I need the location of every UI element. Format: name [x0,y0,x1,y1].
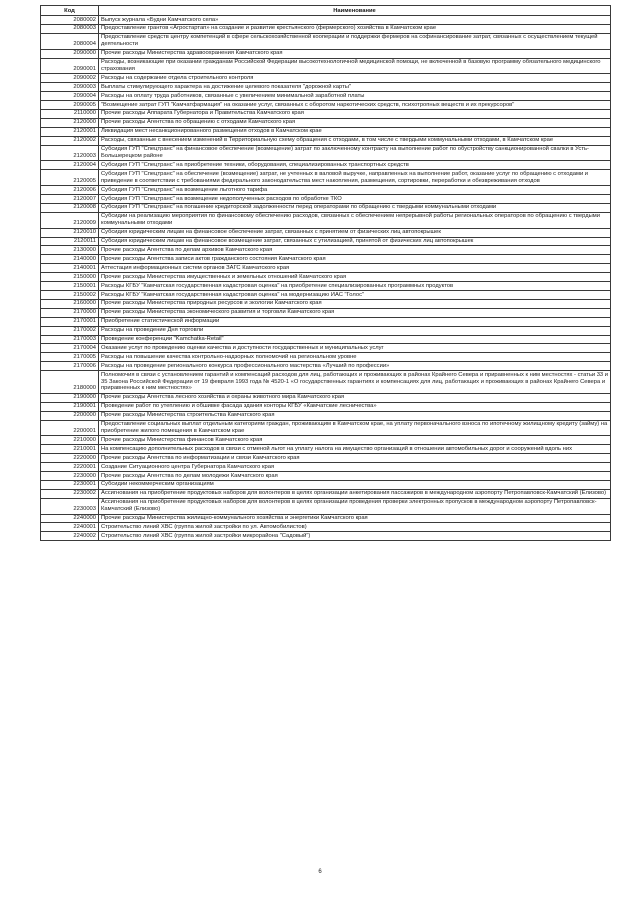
row-name: Прочие расходы Агентства по делам архивов Камчатского края [99,246,611,255]
row-name: Предоставление средств центру компетенций в сфере сельскохозяйственной кооперации и поддержки фермеров на софинансирование затрат, связанных с осуществлением текущей деятельности [99,33,611,49]
table-row [41,454,611,463]
table-row [41,127,611,136]
row-name: "Возмещение затрат ГУП "Камчатфармация" на оказание услуг, связанных с оборотом наркотических средств, психотропных веществ и их прекурсоров" [99,101,611,110]
row-code: 2150000 [41,273,99,282]
row-name: Прочие расходы Агентства записи актов гражданского состояния Камчатского края [99,255,611,264]
row-name: Прочие расходы Агентства по делам молодежи Камчатского края [99,472,611,481]
table-row [41,212,611,228]
row-name: Прочие расходы Аппарата Губернатора и Правительства Камчатского края [99,109,611,118]
row-name: Субсидия ГУП "Спецтранс" на погашение кредиторской задолженности перед операторами по обращению с твердыми коммунальными отходами [99,203,611,212]
row-code: 2210000 [41,436,99,445]
table-row [41,195,611,204]
row-name: Аттестация информационных систем органов ЗАГС Камчатского края [99,264,611,273]
name-column-header: Наименование [99,6,611,16]
row-name: Субсидия ГУП "Спецтранс" на приобретение техники, оборудования, специализированных транспортных средств [99,161,611,170]
row-name: Создание Ситуационного центра Губернатора Камчатского края [99,463,611,472]
table-row [41,353,611,362]
row-name: Субсидия ГУП "Спецтранс" на финансовое обеспечение (возмещение) затрат по заключенному контракту на выполнение работ по обустройству санкционированной свалки в Усть-Большерецком районе [99,145,611,161]
table-row [41,308,611,317]
row-code: 2120001 [41,127,99,136]
table-row [41,291,611,300]
table-row [41,532,611,541]
table-row [41,109,611,118]
table-row [41,83,611,92]
table-row [41,49,611,58]
row-name: Прочие расходы Министерства финансов Камчатского края [99,436,611,445]
table-row [41,514,611,523]
row-code: 2170006 [41,362,99,371]
table-row [41,186,611,195]
row-name: Субсидия юридическим лицам на финансовое возмещение затрат, связанных с утилизацией, принятой от физических лиц автопокрышек [99,237,611,246]
row-code: 2230000 [41,472,99,481]
table-row [41,344,611,353]
row-code: 2110000 [41,109,99,118]
row-code: 2140000 [41,255,99,264]
table-row [41,237,611,246]
row-name: Проведение конференции "Kamchatka-Retail" [99,335,611,344]
row-code: 2130000 [41,246,99,255]
table-row [41,118,611,127]
row-name: Расходы КГБУ "Камчатская государственная кадастровая оценка" на модернизацию ИАС "Голос" [99,291,611,300]
row-name: Приобретение статистической информации [99,317,611,326]
row-code: 2120008 [41,203,99,212]
row-code: 2220000 [41,454,99,463]
table-row [41,246,611,255]
row-code: 2120010 [41,228,99,237]
row-name: Строительство линий ХВС (группа жилой застройки по ул. Автомобилистов) [99,523,611,532]
row-code: 2160000 [41,299,99,308]
row-code: 2180000 [41,371,99,394]
row-name: Расходы на проведение регионального конкурса профессионального мастерства «Лучший по профессии» [99,362,611,371]
row-name: Прочие расходы Агентства по обращению с отходами Камчатского края [99,118,611,127]
table-row [41,393,611,402]
table-row [41,362,611,371]
row-code: 2080004 [41,33,99,49]
row-code: 2230001 [41,480,99,489]
table-row [41,33,611,49]
row-code: 2090002 [41,74,99,83]
table-row [41,273,611,282]
document-page [40,5,610,541]
row-name: Субсидия ГУП "Спецтранс" на обеспечение (возмещение) затрат, не учтенных в валовой выручке, направленных на выполнение работ, оказание услуг по обращению с отходами и приведение в соответствии с требованиями федерального законодательства мест накопления, размещения, сортировки, переработки и обезвреживания отходов [99,170,611,186]
code-column-header: Код [41,6,99,16]
row-name: Ассигнования на приобретение продуктовых наборов для волонтеров в целях организации анкетирования пассажиров в международном аэропорту Петропавловск-Камчатский (Елизово) [99,489,611,498]
table-row [41,463,611,472]
table-row [41,445,611,454]
row-code: 2090004 [41,92,99,101]
row-name: Субсидии на реализацию мероприятия по финансовому обеспечению расходов, связанных с обеспечением непрерывной работы региональных операторов по обращению с твердыми коммунальными отходами [99,212,611,228]
row-code: 2150001 [41,282,99,291]
row-code: 2190001 [41,402,99,411]
table-row [41,136,611,145]
row-code: 2170003 [41,335,99,344]
row-name: Расходы на оплату труда работников, связанные с увеличением минимальной заработной платы [99,92,611,101]
row-code: 2090005 [41,101,99,110]
table-row [41,498,611,514]
row-code: 2120011 [41,237,99,246]
row-code: 2170001 [41,317,99,326]
row-name: Расходы, связанные с внесением изменений в Территориальную схему обращения с отходами, в том числе с твердыми коммунальными отходами, в Камчатском крае [99,136,611,145]
row-name: Выплаты стимулирующего характера на достижение целевого показателя "дорожной карты" [99,83,611,92]
row-name: Расходы, возникающие при оказании гражданам Российской Федерации высокотехнологичной медицинской помощи, не включенной в базовую программу обязательного медицинского страхования [99,58,611,74]
row-name: Расходы на содержание отдела строительного контроля [99,74,611,83]
row-code: 2210001 [41,445,99,454]
row-code: 2240000 [41,514,99,523]
row-code: 2240002 [41,532,99,541]
row-name: Расходы КГБУ "Камчатская государственная кадастровая оценка" на приобретение специализированных программных продуктов [99,282,611,291]
row-code: 2170004 [41,344,99,353]
budget-code-table [40,5,611,541]
row-name: Прочие расходы Министерства здравоохранения Камчатского края [99,49,611,58]
table-row [41,436,611,445]
row-code: 2230003 [41,498,99,514]
row-name: Прочие расходы Министерства строительства Камчатского края [99,411,611,420]
row-name: Проведение работ по утеплению и обшивке фасада здания конторы КГБУ «Камчатские лесничества» [99,402,611,411]
row-code: 2170005 [41,353,99,362]
table-row [41,92,611,101]
table-header-row [41,6,611,16]
table-row [41,371,611,394]
table-row [41,402,611,411]
row-code: 2120009 [41,212,99,228]
row-name: Предоставление грантов «Агростартап» на создание и развитие крестьянского (фермерского) хозяйства в Камчатском крае [99,24,611,33]
row-name: Субсидии некоммерческим организациям [99,480,611,489]
row-name: Прочие расходы Министерства экономического развития и торговли Камчатского края [99,308,611,317]
row-name: Прочие расходы Агентства лесного хозяйства и охраны животного мира Камчатского края [99,393,611,402]
table-row [41,58,611,74]
row-name: На компенсацию дополнительных расходов в связи с отменой льгот на уплату налога на имущество организаций в отношении автомобильных дорог и сооружений вдоль них [99,445,611,454]
table-row [41,101,611,110]
table-row [41,472,611,481]
row-name: Прочие расходы Министерства природных ресурсов и экологии Камчатского края [99,299,611,308]
table-row [41,299,611,308]
table-body [41,16,611,541]
row-name: Предоставление социальных выплат отдельным категориям граждан, проживающим в Камчатском крае, на уплату первоначального взноса по ипотечному жилищному кредиту (займу) на приобретение жилого помещения в Камчатском крае [99,420,611,436]
table-row [41,24,611,33]
row-name: Субсидия ГУП "Спецтранс" на возмещение недополученных расходов по обработке ТКО [99,195,611,204]
table-row [41,170,611,186]
table-row [41,523,611,532]
row-code: 2170000 [41,308,99,317]
row-code: 2120003 [41,145,99,161]
table-row [41,74,611,83]
table-row [41,228,611,237]
row-code: 2120002 [41,136,99,145]
row-code: 2080003 [41,24,99,33]
row-name: Прочие расходы Министерства жилищно-коммунального хозяйства и энергетики Камчатского края [99,514,611,523]
table-row [41,420,611,436]
row-code: 2120005 [41,170,99,186]
row-name: Полномочия в связи с установлением гарантий и компенсаций расходов для лиц, работающих и проживающих в районах Крайнего Севера и приравненных к ним местностях - статьи 33 и 35 Закона Российской Федерации от 19 февраля 1993 года № 4520-1 «О государственных гарантиях и компенсациях для лиц, работающих и проживающих в районах Крайнего Севера и приравненных к ним местностях» [99,371,611,394]
table-row [41,255,611,264]
row-name: Расходы на проведение Дня торговли [99,326,611,335]
row-code: 2120000 [41,118,99,127]
table-row [41,489,611,498]
row-name: Прочие расходы Министерства имущественных и земельных отношений Камчатского края [99,273,611,282]
row-name: Субсидия ГУП "Спецтранс" на возмещение льготного тарифа [99,186,611,195]
row-code: 2120007 [41,195,99,204]
table-row [41,264,611,273]
row-code: 2080002 [41,16,99,25]
table-row [41,411,611,420]
row-name: Расходы на повышение качества контрольно-надзорных полномочий на региональном уровне [99,353,611,362]
row-name: Субсидия юридическим лицам на финансовое обеспечение затрат, связанных с принятием от физических лиц автопокрышек [99,228,611,237]
page-number: 6 [318,869,322,875]
table-row [41,326,611,335]
row-name: Выпуск журнала «Будни Камчатского села» [99,16,611,25]
table-row [41,282,611,291]
row-code: 2230002 [41,489,99,498]
table-row [41,16,611,25]
row-code: 2200000 [41,411,99,420]
row-code: 2090001 [41,58,99,74]
row-code: 2220001 [41,463,99,472]
row-name: Ассигнования на приобретение продуктовых наборов для волонтеров в целях организации проведения проверки электронных пропусков в международном аэропорту Петропавловск-Камчатский (Елизово) [99,498,611,514]
row-code: 2190000 [41,393,99,402]
row-code: 2240001 [41,523,99,532]
row-name: Прочие расходы Агентства по информатизации и связи Камчатского края [99,454,611,463]
row-code: 2170002 [41,326,99,335]
table-row [41,145,611,161]
row-code: 2200001 [41,420,99,436]
table-row [41,203,611,212]
table-row [41,317,611,326]
table-row [41,480,611,489]
row-code: 2150002 [41,291,99,300]
row-code: 2090003 [41,83,99,92]
row-code: 2120006 [41,186,99,195]
row-code: 2140001 [41,264,99,273]
row-code: 2090000 [41,49,99,58]
row-name: Оказание услуг по проведению оценки качества и доступности государственных и муниципальных услуг [99,344,611,353]
table-row [41,161,611,170]
row-name: Строительство линий ХВС (группа жилой застройки микрорайона "Садовый") [99,532,611,541]
table-row [41,335,611,344]
row-name: Ликвидация мест несанкционированного размещения отходов в Камчатском крае [99,127,611,136]
row-code: 2120004 [41,161,99,170]
